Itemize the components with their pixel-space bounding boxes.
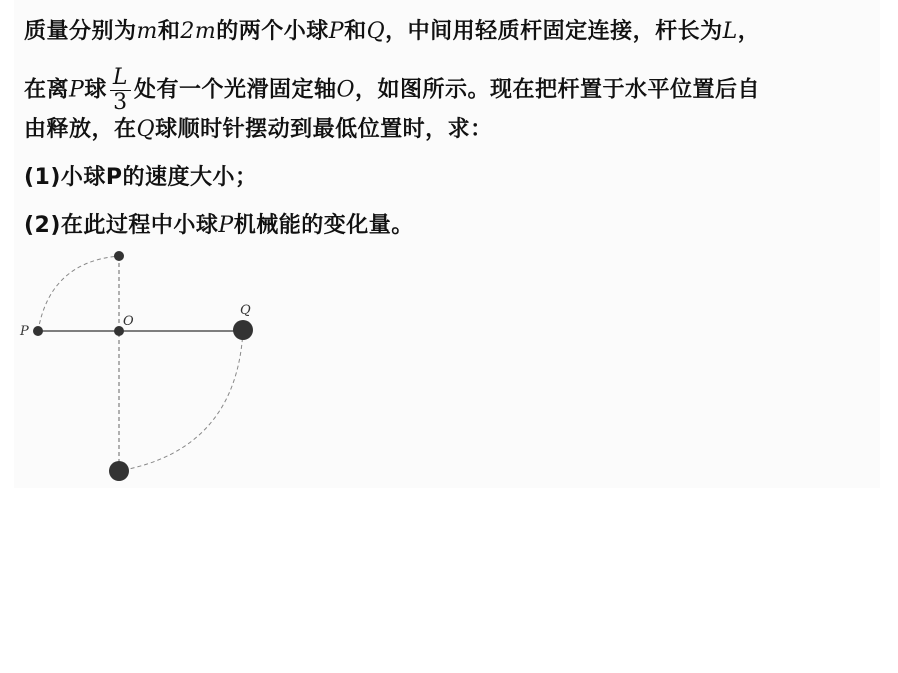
math-l: L [722, 19, 738, 44]
text-segment: 在离 [24, 77, 70, 103]
text-segment: ，如图所示。现在把杆置于水平位置后自 [355, 77, 761, 103]
text-segment: ， [737, 19, 761, 44]
label-p: P [20, 324, 29, 339]
text-segment: 处有一个光滑固定轴 [133, 77, 337, 103]
text-segment: (2)在此过程中小球 [24, 213, 219, 238]
math-m: m [136, 19, 158, 44]
math-p: P [328, 19, 345, 44]
math-p: P [69, 77, 85, 103]
ball-p-initial [33, 326, 43, 336]
ball-q-final [109, 461, 129, 481]
text-segment: (1)小球P的速度大小； [24, 165, 258, 190]
text-segment: 质量分别为 [24, 19, 137, 44]
ball-q-initial [233, 320, 253, 340]
text-segment: 球 [84, 77, 107, 103]
p-trajectory-arc [38, 256, 119, 331]
math-q: Q [366, 19, 386, 44]
fraction-numerator: L [110, 66, 131, 91]
ball-p-final [114, 251, 124, 261]
text-segment: 机械能的变化量。 [233, 213, 414, 238]
math-p: P [218, 213, 234, 238]
text-segment: 由释放，在 [24, 117, 137, 142]
text-segment: 球顺时针摆动到最低位置时，求： [155, 117, 493, 142]
text-segment: 的两个小球 [216, 19, 329, 44]
q-trajectory-arc [119, 331, 243, 471]
fraction-denominator: 3 [113, 90, 128, 115]
math-q: Q [136, 117, 156, 142]
text-segment: 和 [157, 19, 181, 44]
math-2m: 2m [180, 19, 217, 44]
math-o: O [336, 77, 356, 103]
label-o: O [123, 314, 134, 329]
text-segment: ，中间用轻质杆固定连接，杆长为 [385, 19, 723, 44]
label-q: Q [240, 303, 251, 318]
text-segment: 和 [344, 19, 367, 44]
